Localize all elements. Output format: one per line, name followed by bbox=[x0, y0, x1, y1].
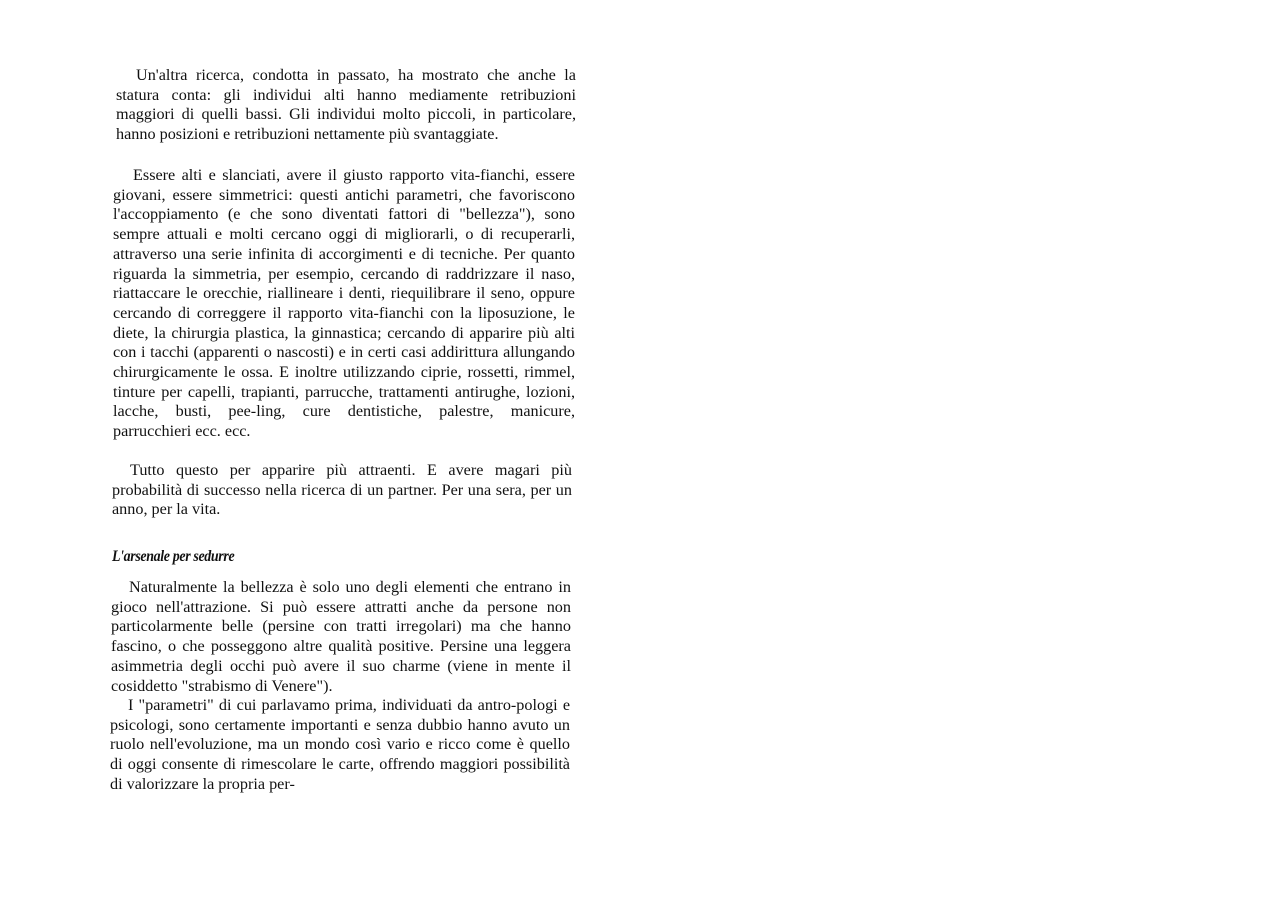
paragraph-evoluzione: I "parametri" di cui parlavamo prima, individuati da antro-pologi e psicologi, sono certamente importanti e senza dubbio hanno avuto un ruolo nell'evoluzione, ma un mondo così vario e ricco come è quello di oggi consente di rimescolare le carte, offrendo maggiori possibilità di valorizzare la propria per- bbox=[110, 696, 570, 793]
paragraph-parametri-bellezza: Essere alti e slanciati, avere il giusto rapporto vita-fianchi, essere giovani, essere simmetrici: questi antichi parametri, che favoriscono l'accoppiamento (e che sono diventati fattori di "bellezza"), sono sempre attuali e molti cercano oggi di migliorarli, o di recuperarli, attraverso una serie infinita di accorgimenti e di tecniche. Per quanto riguarda la simmetria, per esempio, cercando di raddrizzare il naso, riattaccare le orecchie, riallineare i denti, riequilibrare il seno, oppure cercando di correggere il rapporto vita-fianchi con la liposuzione, le diete, la chirurgia plastica, la ginnastica; cercando di apparire più alti con i tacchi (apparenti o nascosti) e in certi casi addirittura allungando chirurgicamente le ossa. E inoltre utilizzando ciprie, rossetti, rimmel, tinture per capelli, trapianti, parrucche, trattamenti antirughe, lozioni, lacche, busti, pee-ling, cure dentistiche, palestre, manicure, parrucchieri ecc. ecc. bbox=[113, 166, 575, 441]
paragraph-statura: Un'altra ricerca, condotta in passato, ha mostrato che anche la statura conta: gli individui alti hanno mediamente retribuzioni maggiori di quelli bassi. Gli individui molto piccoli, in particolare, hanno posizioni e retribuzioni nettamente più svantaggiate. bbox=[116, 66, 576, 144]
section-heading: L'arsenale per sedurre bbox=[112, 548, 235, 565]
paragraph-apparire-attraenti: Tutto questo per apparire più attraenti. E avere magari più probabilità di successo nella ricerca di un partner. Per una sera, per un anno, per la vita. bbox=[112, 461, 572, 519]
paragraph-fascino: Naturalmente la bellezza è solo uno degli elementi che entrano in gioco nell'attrazione. Si può essere attratti anche da persone non particolarmente belle (persine con tratti irregolari) ma che hanno fascino, o che posseggono altre qualità positive. Persine una leggera asimmetria degli occhi può avere il suo charme (viene in mente il cosiddetto "strabismo di Venere"). bbox=[111, 578, 571, 695]
